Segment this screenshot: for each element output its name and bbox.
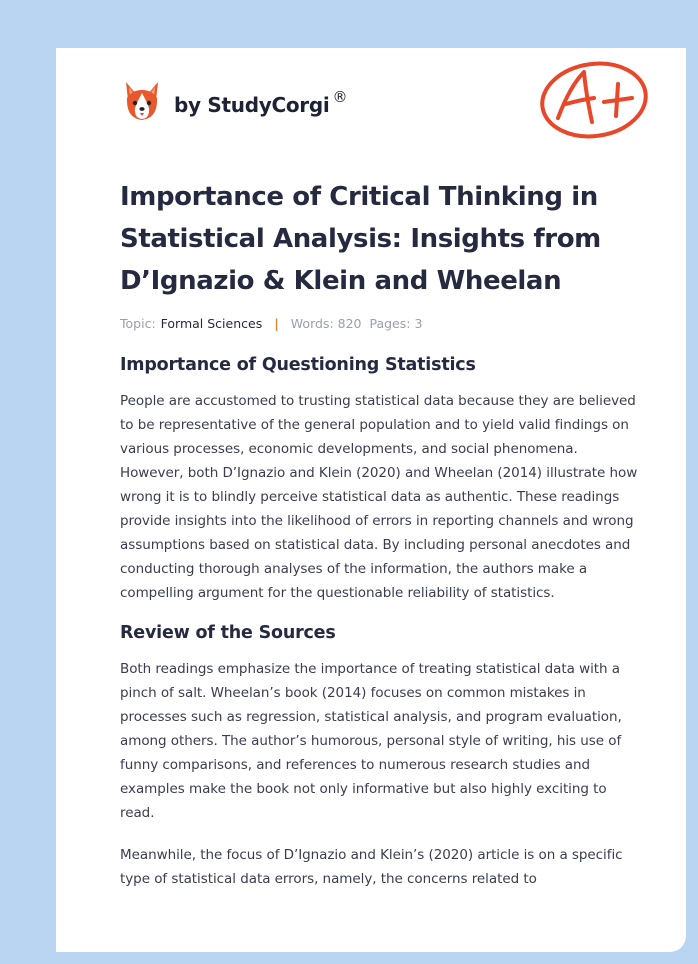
article-title: Importance of Critical Thinking in Statistical Analysis: Insights from D’Ignazio & Klein and Wheelan [120, 182, 601, 296]
topic-link[interactable]: Formal Sciences [160, 316, 263, 331]
brand-name: by StudyCorgi ® [174, 88, 348, 117]
section-heading: Review of the Sources [120, 623, 336, 643]
word-count: Words: 820 [290, 316, 362, 331]
article-content [120, 176, 640, 891]
article-meta [120, 316, 640, 331]
section-heading: Importance of Questioning Statistics [120, 355, 476, 375]
topic-label: Topic: [120, 316, 156, 331]
studycorgi-logo[interactable] [122, 76, 347, 126]
section-paragraph: People are accustomed to trusting statistical data because they are believed to be representative of the general population and to yield valid findings on various processes, economic developments, and social phenomena. However, both D’Ignazio and Klein (2020) and Wheelan (2014) illustrate how wrong it is to blindly perceive statistical data as authentic. These readings provide insights into the likelihood of errors in reporting channels and wrong assumptions based on statistical data. By including personal anecdotes and conducting thorough analyses of the information, the authors make a compelling argument for the questionable reliability of statistics. [120, 393, 638, 601]
section-paragraph: Both readings emphasize the importance of treating statistical data with a pinch of salt. Wheelan’s book (2014) focuses on common mistakes in processes such as regression, statistical analysis, and program evaluation, among others. The author’s humorous, personal style of writing, his use of funny comparisons, and references to numerous research studies and examples make the book not only informative but also highly exciting to read. [120, 661, 622, 821]
corgi-icon [122, 78, 162, 124]
meta-separator: | [274, 316, 279, 331]
document-page [56, 48, 686, 952]
page-count: Pages: 3 [369, 316, 423, 331]
registered-mark: ® [332, 88, 348, 106]
section-paragraph: Meanwhile, the focus of D’Ignazio and Klein’s (2020) article is on a specific type of statistical data errors, namely, the concerns related to [120, 847, 623, 887]
a-plus-grade-icon [536, 58, 652, 142]
